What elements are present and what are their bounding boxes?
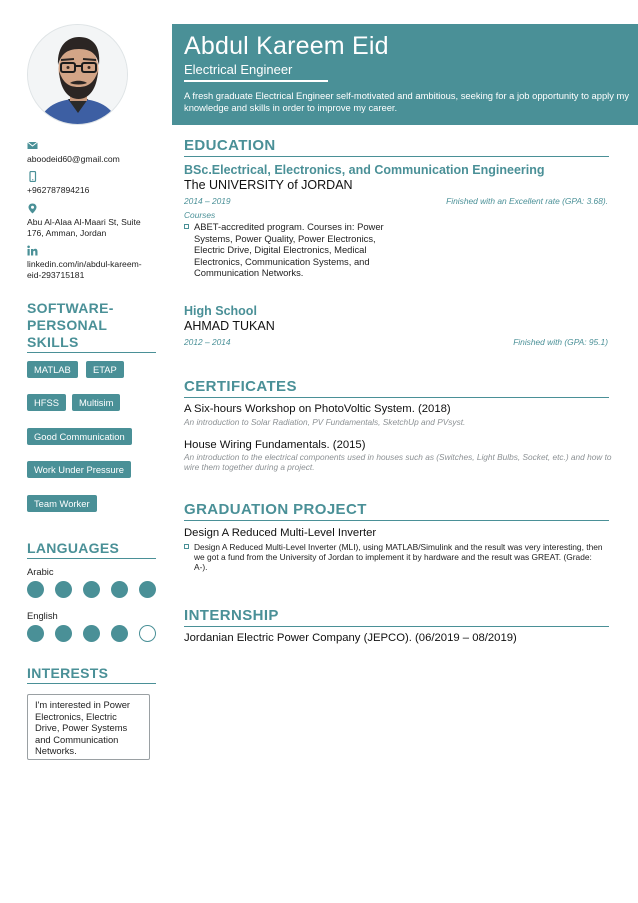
bullet-square-icon: [184, 224, 189, 229]
contact-linkedin[interactable]: [27, 245, 155, 281]
certificates-heading: CERTIFICATES: [184, 378, 609, 398]
interests-box: I'm interested in Power Electronics, Electric Drive, Power Systems and Communication Networks.: [27, 694, 150, 760]
linkedin-icon: [27, 245, 38, 256]
linkedin-text: linkedin.com/in/abdul-kareem-eid-293715181: [27, 259, 142, 280]
contact-address: [27, 203, 157, 239]
language-name: English: [27, 610, 58, 621]
sidebar: [0, 0, 172, 903]
internship-text: Jordanian Electric Power Company (JEPCO). (06/2019 – 08/2019): [184, 632, 517, 644]
skill-chip: ETAP: [86, 361, 124, 378]
education-result: Finished with (GPA: 95.1): [513, 337, 608, 347]
degree-title: High School: [184, 304, 257, 318]
certificate-desc: An introduction to the electrical components used in houses such as (Switches, Light Bulbs, Socket, etc.) and how to wire them together during a project.: [184, 452, 612, 473]
graduation-project-heading: GRADUATION PROJECT: [184, 501, 609, 521]
contact-email[interactable]: [27, 140, 157, 165]
institution-name: The UNIVERSITY of JORDAN: [184, 178, 353, 192]
rating-dot-filled: [83, 581, 100, 598]
skill-chip: Work Under Pressure: [27, 461, 131, 478]
rating-dot-filled: [55, 581, 72, 598]
rating-dot-filled: [139, 581, 156, 598]
bullet-square-icon: [184, 544, 189, 549]
internship-heading: INTERNSHIP: [184, 607, 609, 627]
header-banner: [172, 24, 638, 125]
skill-chip: HFSS: [27, 394, 66, 411]
profile-photo: [28, 25, 128, 125]
contact-phone[interactable]: [27, 171, 157, 196]
skills-heading: SOFTWARE-PERSONAL SKILLS: [27, 300, 156, 353]
institution-name: AHMAD TUKAN: [184, 319, 275, 333]
skill-chip: Team Worker: [27, 495, 97, 512]
interests-heading: INTERESTS: [27, 665, 156, 684]
education-dates: 2012 – 2014: [184, 337, 231, 347]
language-rating: [27, 581, 156, 598]
rating-dot-filled: [55, 625, 72, 642]
location-icon: [27, 203, 38, 214]
rating-dot-filled: [111, 625, 128, 642]
degree-title: BSc.Electrical, Electronics, and Communication Engineering: [184, 163, 545, 177]
profile-summary: A fresh graduate Electrical Engineer self-motivated and ambitious, seeking for a job opportunity to apply my knowledge and skills in order to improve my career.: [184, 90, 630, 113]
avatar: [27, 24, 128, 125]
education-dates: 2014 – 2019: [184, 196, 231, 206]
skill-chip: MATLAB: [27, 361, 78, 378]
language-rating: [27, 625, 156, 642]
email-text: aboodeid60@gmail.com: [27, 154, 120, 164]
person-name: Abdul Kareem Eid: [184, 32, 389, 60]
title-underline: [184, 80, 328, 82]
phone-icon: [27, 171, 38, 182]
education-heading: EDUCATION: [184, 137, 609, 157]
rating-dot-empty: [139, 625, 156, 642]
rating-dot-filled: [27, 581, 44, 598]
courses-text: ABET-accredited program. Courses in: Power Systems, Power Quality, Power Electronics, Electric Drive, Digital Electronics, Medical Electronics, Communication Systems, and Communication Networks.: [194, 221, 384, 279]
job-title: Electrical Engineer: [184, 62, 293, 77]
certificate-title: House Wiring Fundamentals. (2015): [184, 439, 366, 451]
email-icon: [27, 140, 38, 151]
phone-text: +962787894216: [27, 185, 90, 195]
rating-dot-filled: [83, 625, 100, 642]
project-desc: Design A Reduced Multi-Level Inverter (MLI), using MATLAB/Simulink and the result was very interesting, then we got a fund from the University of Jordan to implement it by hardware and the result was GREAT. (Grade: A-).: [194, 542, 603, 573]
education-result: Finished with an Excellent rate (GPA: 3.68).: [446, 196, 608, 206]
address-text: Abu Al-Alaa Al-Maari St, Suite 176, Amman, Jordan: [27, 217, 141, 238]
rating-dot-filled: [27, 625, 44, 642]
certificate-desc: An introduction to Solar Radiation, PV Fundamentals, SketchUp and PVsyst.: [184, 417, 466, 427]
project-title: Design A Reduced Multi-Level Inverter: [184, 527, 377, 539]
project-bullet: [184, 542, 604, 573]
language-name: Arabic: [27, 566, 54, 577]
courses-label: Courses: [184, 210, 216, 220]
skill-chip: Multisim: [72, 394, 120, 411]
rating-dot-filled: [111, 581, 128, 598]
skill-chip: Good Communication: [27, 428, 132, 445]
courses-bullet: [184, 221, 399, 279]
languages-heading: LANGUAGES: [27, 540, 156, 559]
certificate-title: A Six-hours Workshop on PhotoVoltic System. (2018): [184, 403, 451, 415]
